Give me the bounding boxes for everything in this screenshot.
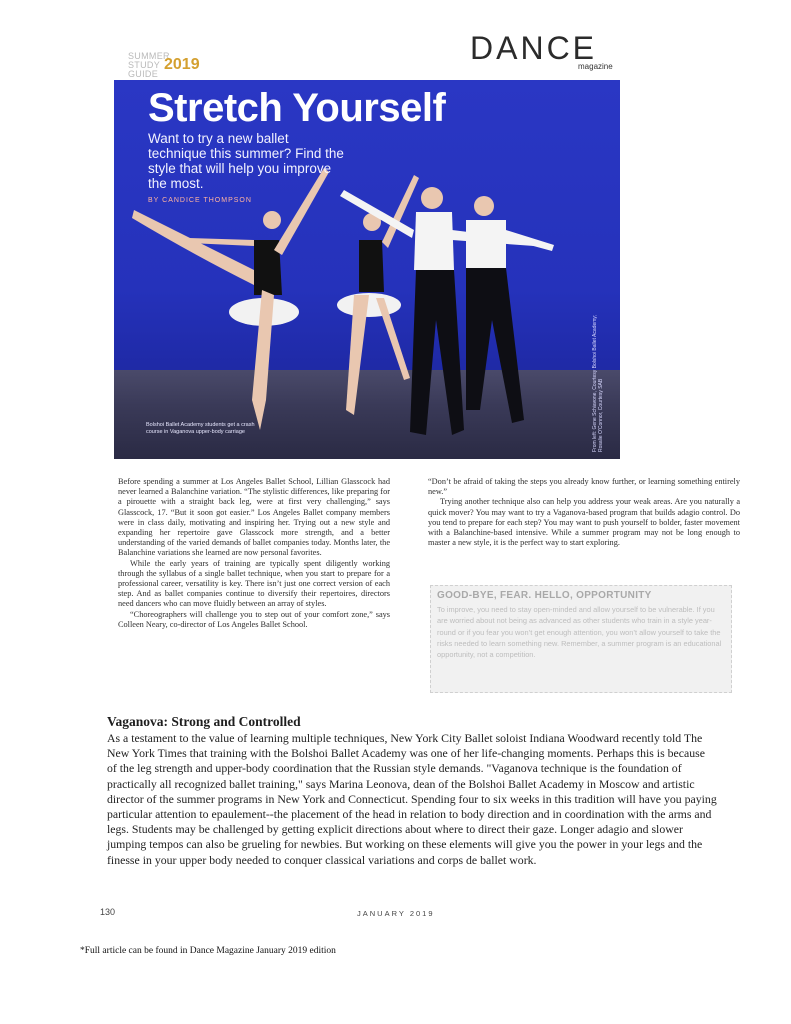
byline: BY CANDICE THOMPSON [148,197,252,204]
sidebar-heading: GOOD-BYE, FEAR. HELLO, OPPORTUNITY [437,590,652,601]
issue-date: JANUARY 2019 [357,909,435,918]
photo-credit-line-1: From left: Gene Schiavone, Courtesy Bolshoi Ballet Academy; [592,314,598,452]
photo-credit-line-2: Rosalie O'Connor, Courtesy SAB [598,378,604,452]
guide-year: 2019 [164,56,200,73]
article-title: Stretch Yourself [148,86,446,130]
hero-photo [114,80,620,459]
guide-line-1: SUMMER [128,51,170,61]
column2-paragraph-1: “Don’t be afraid of taking the steps you already know further, or learning something entirely new.” [428,477,740,497]
article-column-2 [428,477,740,548]
section-body: As a testament to the value of learning multiple techniques, New York City Ballet soloist Indiana Woodward recently told The New York Times that training with the Bolshoi Ballet Academy was one of her life-changing moments. Perhaps this is because of the leg strength and upper-body coordination that the Russian style demands. "Vaganova technique is the foundation of practically all recognized ballet training," says Marina Leonova, dean of the Bolshoi Ballet Academy in Moscow and artistic director of the summer programs in New York and Connecticut. Spending four to six weeks in this tradition will have you paying particular attention to epaulement--the placement of the head in relation to body direction and in coordination with the arms and legs. Students may be challenged by getting explicit directions about where to direct their gaze. Longer adagio and slower jumping tempos can also be grueling for newbies. But working on these elements will give you the power in your legs and the finesse in your upper body needed to conquer classical variations and corps de ballet work. [107,731,717,867]
photo-caption: Bolshoi Ballet Academy students get a crash course in Vaganova upper-body carriage [146,422,255,435]
page-number: 130 [100,907,116,917]
footnote: *Full article can be found in Dance Magazine January 2019 edition [80,946,336,956]
photo-credit [592,315,604,452]
article-column-1 [118,477,390,630]
article-subtitle: Want to try a new ballet technique this summer? Find the style that will help you improve the most. [148,131,344,191]
column1-paragraph-1: Before spending a summer at Los Angeles Ballet School, Lillian Glasscock had never learned a Balanchine variation. “The stylistic differences, like preparing for a pirouette with a straight back leg, were at first very challenging,” says Glasscock, 17. “But it soon got easier.” Los Angeles Ballet company members were in class daily, motivating and inspiring her. Trying out a new style and expanding her repertoire gave Glasscock more strength, and a better understanding of the varied demands of ballet companies today. Months later, the Balanchine variations she learned are now personal favorites. [118,477,390,558]
summer-study-guide-logo [128,52,218,79]
sidebar-text: To improve, you need to stay open-minded and allow yourself to be vulnerable. If you are worried about not being as advanced as other students who train in a style year-round or if you fear you won’t get enough attention, you won’t allow yourself to take the risks needed to learn something new. Remember, a summer program is an educational opportunity, not a competition. [437,605,722,660]
column1-paragraph-2: While the early years of training are typically spent diligently working through the syllabus of a single ballet technique, when you start to prepare for a professional career, versatility is key. There isn’t just one correct version of each step. And as ballet companies continue to diversify their repertoires, directors need dancers who can move fluidly between an array of styles. [118,558,390,609]
masthead: DANCE [470,30,598,66]
masthead-sub: magazine [578,62,613,71]
guide-line-3: GUIDE [128,69,159,79]
guide-line-2: STUDY [128,60,161,70]
column2-paragraph-2: Trying another technique also can help you address your weak areas. Are you naturally a quick mover? You may want to try a Vaganova-based program that builds adagio control. Do you tend to prepare for each step? You may want to push yourself to bolder, faster movement with a Balanchine-based intensive. While a summer program may not be long enough to master a new style, it is the perfect way to start exploring. [428,497,740,548]
column1-paragraph-3: “Choreographers will challenge you to step out of your comfort zone,” says Colleen Neary, co-director of Los Angeles Ballet School. [118,609,390,629]
sidebar-box [430,585,732,693]
section-heading: Vaganova: Strong and Controlled [107,714,301,729]
dancer-4 [466,196,554,423]
dancer-1 [132,168,329,430]
